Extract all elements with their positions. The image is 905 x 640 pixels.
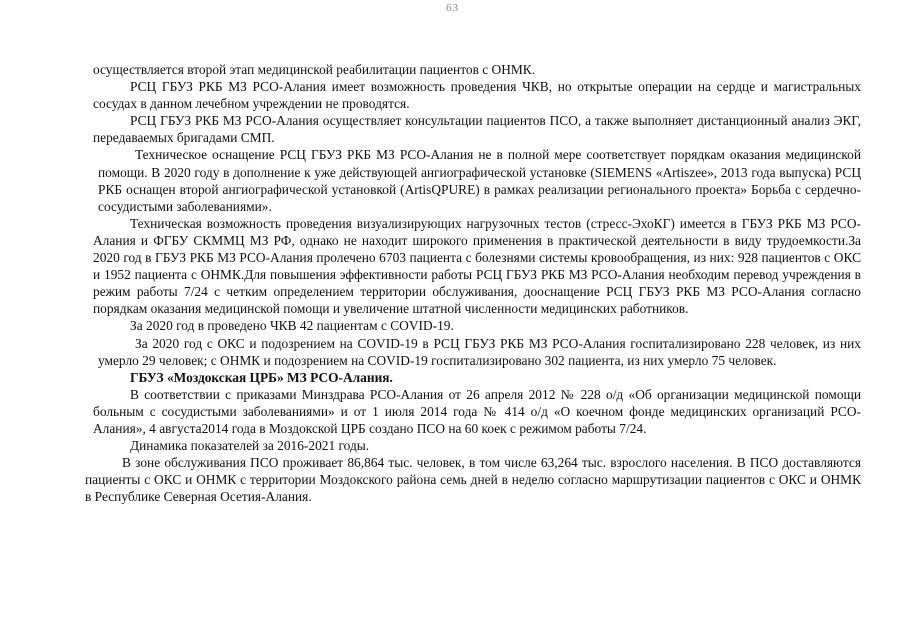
page-number: 63 (446, 2, 459, 14)
paragraph: Техническая возможность проведения визуализирующих нагрузочных тестов (стресс-ЭхоКГ) имеется в ГБУЗ РКБ МЗ РСО-Алания и ФГБУ СКММЦ МЗ РФ, однако не находит широкого применения в практической деятельности в виду трудоемкости.За 2020 год в ГБУЗ РКБ МЗ РСО-Алания пролечено 6703 пациента с болезнями системы кровообращения, из них: 928 пациентов с ОКС и 1952 пациента с ОНМК.Для повышения эффективности работы РСЦ ГБУЗ РКБ МЗ РСО-Алания необходим перевод учреждения в режим работы 7/24 с четким определением территории обслуживания, дооснащение РСЦ ГБУЗ РКБ МЗ РСО-Алания согласно порядкам оказания медицинской помощи и увеличение штатной численности медицинских работников. (93, 215, 861, 317)
paragraph: За 2020 год в проведено ЧКВ 42 пациентам с COVID-19. (130, 318, 454, 334)
document-body (85, 61, 861, 505)
paragraph: Техническое оснащение РСЦ ГБУЗ РКБ МЗ РСО-Алания не в полной мере соответствует порядкам оказания медицинской помощи. В 2020 году в дополнение к уже действующей ангиографической установке (SIEMENS «Artiszee», 2013 года выпуска) РСЦ РКБ оснащен второй ангиографической установкой (ArtisQPURE) в рамках реализации регионального проекта» Борьба с сердечно-сосудистыми заболеваниями». (98, 147, 861, 214)
paragraph: В зоне обслуживания ПСО проживает 86,864 тыс. человек, в том числе 63,264 тыс. взрослого населения. В ПСО доставляются пациенты с ОКС и ОНМК с территории Моздокского района семь дней в неделю согласно маршрутизации пациентов с ОКС и ОНМК в Республике Северная Осетия-Алания. (85, 455, 861, 505)
paragraph: осуществляется второй этап медицинской реабилитации пациентов с ОНМК. (93, 62, 536, 77)
paragraph: РСЦ ГБУЗ РКБ МЗ РСО-Алания осуществляет консультации пациентов ПСО, а также выполняет дистанционный анализ ЭКГ, передаваемых бригадами СМП. (93, 113, 861, 146)
paragraph: За 2020 год с ОКС и подозрением на COVID-19 в РСЦ ГБУЗ РКБ МЗ РСО-Алания госпитализировано 228 человек, из них умерло 29 человек; с ОНМК и подозрением на COVID-19 госпитализировано 302 пациента, из них умерло 75 человек. (98, 335, 861, 368)
paragraph: РСЦ ГБУЗ РКБ МЗ РСО-Алания имеет возможность проведения ЧКВ, но открытые операции на сердце и магистральных сосудах в данном лечебном учреждении не проводятся. (93, 79, 861, 112)
paragraph: Динамика показателей за 2016-2021 годы. (130, 438, 370, 454)
paragraph: В соответствии с приказами Минздрава РСО-Алания от 26 апреля 2012 № 228 о/д «Об организации медицинской помощи больным с сосудистыми заболеваниями» и от 1 июля 2014 года № 414 о/д «О коечном фонде медицинских организаций РСО-Алания», 4 августа2014 года в Моздокской ЦРБ создано ПСО на 60 коек с режимом работы 7/24. (93, 386, 861, 436)
section-heading: ГБУЗ «Моздокская ЦРБ» МЗ РСО-Алания. (130, 369, 393, 385)
